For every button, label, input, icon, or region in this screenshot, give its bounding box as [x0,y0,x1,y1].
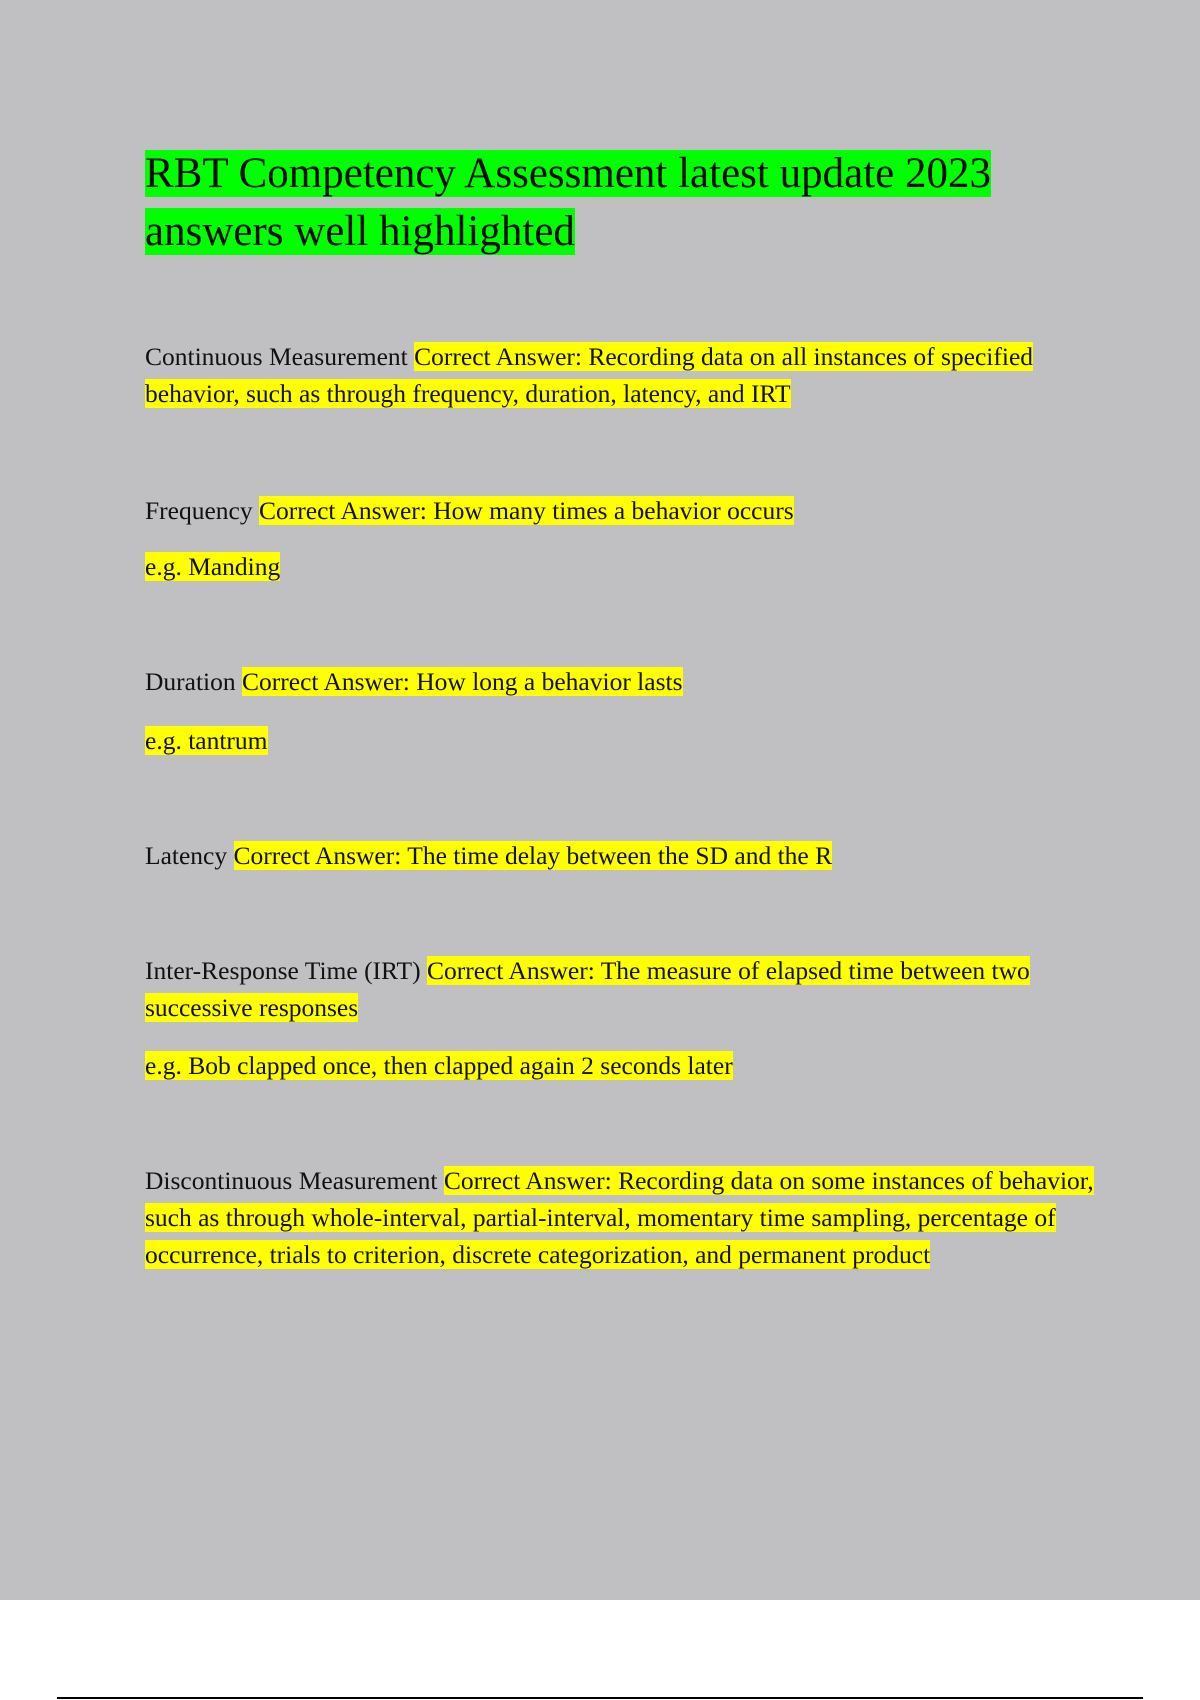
example-text: e.g. tantrum [145,726,268,755]
entry-term: Frequency [145,496,253,525]
entry-continuous-measurement [145,338,1095,412]
entry-term: Latency [145,841,228,870]
document-title [145,145,1075,261]
example-text: e.g. Manding [145,552,281,581]
entry-example [145,722,268,759]
entry-term: Inter-Response Time (IRT) [145,956,421,985]
footer-divider [57,1697,1143,1699]
entry-inter-response-time [145,952,1095,1026]
entry-answer: Correct Answer: How long a behavior lasts [242,667,683,696]
entry-duration [145,663,1095,700]
entry-answer: Correct Answer: How many times a behavior occurs [259,496,794,525]
example-text: e.g. Bob clapped once, then clapped again 2 seconds later [145,1051,733,1080]
entry-answer: Correct Answer: Recording data on all instances of specified behavior, such as through frequency, duration, latency, and IRT [145,342,1034,408]
entry-term: Continuous Measurement [145,342,408,371]
entry-term: Duration [145,667,236,696]
entry-example [145,548,280,585]
title-highlight: RBT Competency Assessment latest update 2023 answers well highlighted [145,150,991,255]
entry-example [145,1047,733,1084]
entry-latency [145,837,1095,874]
entry-answer: Correct Answer: The time delay between the SD and the R [233,841,833,870]
entry-term: Discontinuous Measurement [145,1166,438,1195]
entry-discontinuous-measurement [145,1162,1095,1273]
entry-frequency [145,492,1095,529]
entry-answer: Correct Answer: The measure of elapsed time between two successive responses [145,956,1030,1022]
entry-answer: Correct Answer: Recording data on some instances of behavior, such as through whole-interval, partial-interval, momentary time sampling, percentage of occurrence, trials to criterion, discrete categorization, and permanent product [145,1166,1094,1269]
